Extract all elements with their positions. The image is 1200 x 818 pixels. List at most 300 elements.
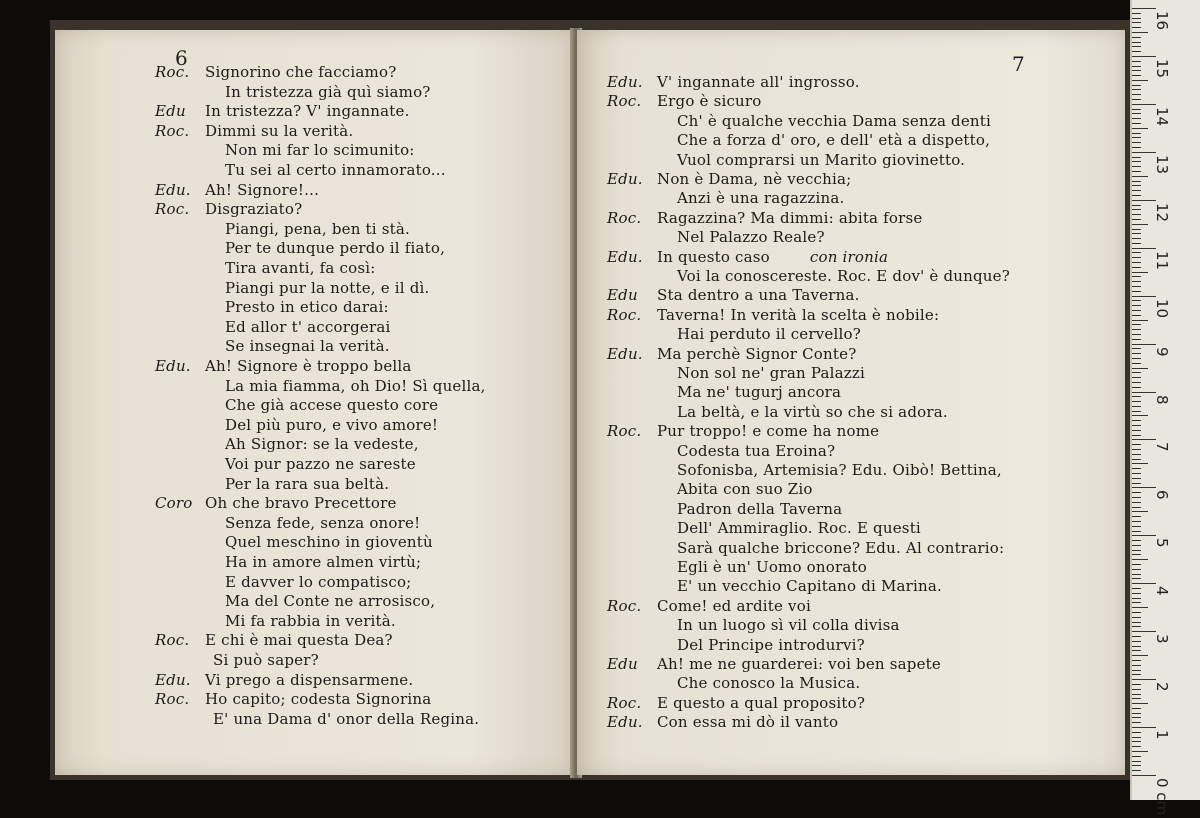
- ruler-tick: [1132, 281, 1141, 282]
- verse-text: Codesta tua Eroina?: [677, 441, 836, 460]
- verse-text: Abita con suo Zio: [677, 480, 813, 499]
- ruler-tick: [1132, 741, 1141, 742]
- verse-text: Ho capito; codesta Signorina: [205, 690, 432, 709]
- ruler-tick: [1132, 181, 1141, 182]
- verse-line: [225, 573, 411, 592]
- verse-line: [677, 403, 948, 422]
- ruler-tick: [1132, 574, 1141, 575]
- ruler-tick: [1132, 708, 1141, 709]
- verse-text: Non è Dama, nè vecchia;: [657, 170, 852, 188]
- ruler-number: 10: [1153, 298, 1171, 318]
- ruler-tick: [1132, 22, 1141, 23]
- ruler-tick: [1132, 85, 1141, 86]
- ruler-tick: [1132, 118, 1141, 119]
- verse-line: [213, 651, 319, 670]
- verse-line: [607, 345, 856, 364]
- verse-line: [677, 442, 835, 461]
- verse-line: [677, 500, 842, 519]
- ruler-tick: [1132, 521, 1141, 522]
- verse-line: [607, 422, 879, 441]
- ruler-tick: [1132, 56, 1156, 57]
- verse-line: [677, 131, 990, 150]
- ruler-tick: [1132, 42, 1141, 43]
- verse-text: In un luogo sì vil colla divisa: [677, 616, 900, 635]
- ruler-tick: [1132, 61, 1141, 62]
- verse-line: [607, 73, 860, 92]
- ruler-number: 2: [1153, 682, 1171, 692]
- ruler-tick: [1132, 617, 1141, 618]
- ruler-tick: [1132, 334, 1141, 335]
- verse-text: Dimmi su la verità.: [205, 121, 354, 140]
- verse-text: Sofonisba, Artemisia? Edu. Oibò! Bettina,: [677, 461, 1002, 479]
- verse-line: [677, 674, 860, 693]
- ruler-tick: [1132, 133, 1141, 134]
- verse-text: La mia fiamma, oh Dio! Sì quella,: [225, 376, 486, 395]
- ruler-tick: [1132, 18, 1141, 19]
- page-number: 7: [1012, 52, 1025, 76]
- verse-line: [607, 209, 923, 228]
- verse-text: Ah! Signore!...: [205, 180, 320, 199]
- verse-line: [225, 592, 435, 611]
- ruler-tick: [1132, 449, 1141, 450]
- verse-text: E chi è mai questa Dea?: [205, 631, 393, 650]
- ruler-tick: [1132, 531, 1141, 532]
- verse-line: [213, 710, 479, 729]
- ruler-tick: [1132, 502, 1141, 503]
- verse-line: [225, 612, 396, 631]
- verse-line: [677, 228, 825, 247]
- speaker-label: Roc.: [607, 596, 642, 615]
- ruler-tick: [1132, 641, 1141, 642]
- ruler-tick: [1132, 439, 1156, 440]
- ruler-tick: [1132, 51, 1141, 52]
- verse-line: [607, 286, 860, 305]
- ruler-tick: [1132, 435, 1141, 436]
- speaker-label: Edu: [607, 655, 638, 673]
- verse-line: [607, 306, 939, 325]
- verse-text: E questo a qual proposito?: [657, 693, 866, 712]
- verse-text: Pur troppo! e come ha nome: [657, 422, 880, 441]
- verse-text: Dell' Ammiraglio. Roc. E questi: [677, 519, 921, 538]
- ruler-tick: [1132, 152, 1156, 153]
- ruler-tick: [1132, 761, 1141, 762]
- ruler-tick: [1132, 468, 1141, 469]
- ruler-tick: [1132, 775, 1156, 776]
- speaker-label: Roc.: [607, 693, 642, 712]
- ruler-number: 9: [1153, 346, 1171, 357]
- verse-line: [225, 514, 420, 533]
- verse-line: [677, 267, 1010, 286]
- ruler-tick: [1132, 684, 1141, 685]
- verse-text: Se insegnai la verità.: [225, 337, 390, 356]
- ruler-tick: [1132, 300, 1141, 301]
- verse-text: Hai perduto il cervello?: [677, 325, 861, 344]
- ruler-tick: [1132, 473, 1141, 474]
- ruler-tick: [1132, 272, 1148, 273]
- verse-text: In tristezza già quì siamo?: [225, 82, 431, 101]
- ruler-tick: [1132, 516, 1141, 517]
- verse-text: Vi prego a dispensarmene.: [205, 670, 414, 689]
- verse-text: Vuol comprarsi un Marito giovinetto.: [677, 150, 966, 169]
- verse-line: [225, 239, 445, 258]
- ruler-tick: [1132, 694, 1141, 695]
- ruler-tick: [1132, 358, 1141, 359]
- speaker-label: Roc.: [155, 121, 190, 140]
- ruler-tick: [1132, 540, 1141, 541]
- ruler-tick: [1132, 305, 1141, 306]
- ruler-tick: [1132, 238, 1141, 239]
- verse-text: E davver lo compatisco;: [225, 572, 412, 591]
- ruler-tick: [1132, 722, 1141, 723]
- verse-line: [225, 396, 438, 415]
- ruler-tick: [1132, 262, 1141, 263]
- verse-text: Signorino che facciamo?: [205, 63, 397, 81]
- verse-line: [225, 298, 389, 317]
- ruler-tick: [1132, 377, 1141, 378]
- ruler-tick: [1132, 214, 1141, 215]
- verse-text: In questo caso: [657, 247, 770, 266]
- ruler-tick: [1132, 578, 1141, 579]
- ruler-tick: [1132, 679, 1156, 680]
- ruler-tick: [1132, 770, 1141, 771]
- ruler-tick: [1132, 674, 1141, 675]
- ruler-tick: [1132, 583, 1156, 584]
- ruler-tick: [1132, 507, 1141, 508]
- speaker-label: Roc.: [607, 92, 642, 111]
- verse-text: Sarà qualche briccone? Edu. Al contrario:: [677, 538, 1005, 557]
- verse-line: [155, 671, 413, 690]
- verse-text: Quel meschino in gioventù: [225, 533, 433, 552]
- ruler-number: 13: [1153, 154, 1171, 174]
- verse-text: Si può saper?: [213, 651, 319, 669]
- verse-text: Ergo è sicuro: [657, 92, 762, 111]
- ruler-tick: [1132, 401, 1141, 402]
- verse-text: Presto in etico darai:: [225, 298, 389, 317]
- ruler-tick: [1132, 665, 1141, 666]
- verse-line: [677, 577, 942, 596]
- ruler-tick: [1132, 550, 1141, 551]
- verse-text: Disgraziato?: [205, 200, 303, 219]
- ruler-tick: [1132, 602, 1141, 603]
- verse-line: [677, 616, 900, 635]
- verse-line: [677, 364, 865, 383]
- ruler-tick: [1132, 161, 1141, 162]
- ruler-tick: [1132, 751, 1148, 752]
- speaker-label: Coro: [155, 494, 193, 513]
- ruler-tick: [1132, 670, 1141, 671]
- ruler-tick: [1132, 243, 1141, 244]
- ruler-tick: [1132, 650, 1141, 651]
- verse-line: [607, 170, 851, 189]
- ruler-tick: [1132, 717, 1141, 718]
- ruler-tick: [1132, 324, 1141, 325]
- ruler-tick: [1132, 137, 1141, 138]
- verse-line: [677, 151, 965, 170]
- verse-text: Non sol ne' gran Palazzi: [677, 364, 865, 382]
- ruler-number: 3: [1153, 634, 1171, 644]
- ruler-tick: [1132, 80, 1148, 81]
- ruler-tick: [1132, 320, 1148, 321]
- ruler-tick: [1132, 444, 1141, 445]
- verse-text: Egli è un' Uomo onorato: [677, 558, 867, 576]
- ruler-tick: [1132, 492, 1141, 493]
- ruler-tick: [1132, 296, 1156, 297]
- ruler-tick: [1132, 267, 1141, 268]
- ruler-tick: [1132, 224, 1148, 225]
- ruler-number: 4: [1153, 586, 1171, 596]
- ruler-tick: [1132, 713, 1141, 714]
- verse-text: Piangi, pena, ben ti stà.: [225, 219, 410, 238]
- ruler-tick: [1132, 209, 1141, 210]
- ruler-tick: [1132, 607, 1148, 608]
- ruler-tick: [1132, 612, 1141, 613]
- verse-line: [607, 597, 811, 616]
- ruler-tick: [1132, 593, 1141, 594]
- ruler-tick: [1132, 420, 1141, 421]
- ruler-tick: [1132, 622, 1141, 623]
- ruler-tick: [1132, 526, 1141, 527]
- verse-line: [155, 690, 431, 709]
- speaker-label: Roc.: [607, 208, 642, 227]
- verse-line: [607, 713, 838, 732]
- ruler-tick: [1132, 478, 1141, 479]
- ruler-tick: [1132, 392, 1156, 393]
- verse-line: [155, 181, 319, 200]
- ruler-tick: [1132, 176, 1148, 177]
- ruler-tick: [1132, 32, 1148, 33]
- ruler-tick: [1132, 205, 1141, 206]
- verse-line: [225, 337, 390, 356]
- ruler-tick: [1132, 415, 1148, 416]
- ruler-tick: [1132, 94, 1141, 95]
- ruler-tick: [1132, 459, 1141, 460]
- verse-text: Taverna! In verità la scelta è nobile:: [657, 305, 940, 324]
- ruler-tick: [1132, 646, 1141, 647]
- speaker-label: Edu.: [155, 670, 191, 689]
- verse-text: Ragazzina? Ma dimmi: abita forse: [657, 208, 923, 227]
- verse-text: Ah Signor: se la vedeste,: [225, 435, 419, 454]
- verse-line: [155, 494, 397, 513]
- verse-line: [225, 553, 421, 572]
- speaker-label: Roc.: [607, 422, 642, 441]
- verse-line: [225, 279, 430, 298]
- verse-line: [225, 141, 415, 160]
- verse-line: [677, 558, 867, 577]
- verse-line: [607, 655, 941, 674]
- ruler-tick: [1132, 70, 1141, 71]
- ruler-tick: [1132, 315, 1141, 316]
- verse-text: Che a forza d' oro, e dell' età a dispetto,: [677, 131, 991, 150]
- verse-text: Ch' è qualche vecchia Dama senza denti: [677, 111, 992, 130]
- ruler-tick: [1132, 569, 1141, 570]
- verse-line: [677, 636, 865, 655]
- measuring-ruler: [1130, 0, 1200, 816]
- verse-text: Ah! Signore è troppo bella: [205, 357, 412, 375]
- verse-line: [225, 83, 431, 102]
- ruler-tick: [1132, 171, 1141, 172]
- verse-line: [677, 383, 841, 402]
- ruler-number: 5: [1153, 538, 1171, 548]
- ruler-tick: [1132, 425, 1141, 426]
- speaker-label: Edu: [155, 102, 186, 121]
- ruler-number: 0 cm: [1153, 778, 1171, 816]
- ruler-tick: [1132, 353, 1141, 354]
- speaker-label: Edu.: [607, 247, 643, 266]
- verse-text: Voi pur pazzo ne sareste: [225, 455, 416, 473]
- ruler-tick: [1132, 113, 1141, 114]
- ruler-tick: [1132, 123, 1141, 124]
- verse-line: [225, 161, 446, 180]
- ruler-tick: [1132, 588, 1141, 589]
- ruler-tick: [1132, 257, 1141, 258]
- speaker-label: Roc.: [155, 690, 190, 709]
- ruler-tick: [1132, 75, 1141, 76]
- speaker-label: Roc.: [155, 200, 190, 219]
- verse-line: [155, 200, 302, 219]
- verse-text: Del più puro, e vivo amore!: [225, 415, 439, 434]
- ruler-tick: [1132, 559, 1148, 560]
- verse-text: Per la rara sua beltà.: [225, 474, 390, 493]
- ruler-tick: [1132, 291, 1141, 292]
- ruler-tick: [1132, 636, 1141, 637]
- verse-line: [677, 480, 813, 499]
- verse-text: Tu sei al certo innamorato...: [225, 161, 446, 179]
- ruler-tick: [1132, 344, 1156, 345]
- ruler-tick: [1132, 430, 1141, 431]
- ruler-tick: [1132, 286, 1141, 287]
- verse-text: Sta dentro a una Taverna.: [657, 286, 860, 305]
- verse-line: [225, 435, 419, 454]
- ruler-tick: [1132, 631, 1156, 632]
- verse-line: [155, 631, 393, 650]
- verse-line: [225, 416, 438, 435]
- ruler-tick: [1132, 727, 1156, 728]
- ruler-tick: [1132, 276, 1141, 277]
- ruler-tick: [1132, 99, 1141, 100]
- ruler-tick: [1132, 535, 1156, 536]
- ruler-number: 16: [1153, 11, 1171, 31]
- verse-line: [677, 112, 991, 131]
- ruler-tick: [1132, 598, 1141, 599]
- ruler-tick: [1132, 483, 1141, 484]
- ruler-tick: [1132, 363, 1141, 364]
- ruler-tick: [1132, 564, 1141, 565]
- verse-line: [225, 220, 410, 239]
- speaker-label: Edu.: [155, 180, 191, 199]
- ruler-tick: [1132, 66, 1141, 67]
- verse-text: Ah! me ne guarderei: voi ben sapete: [657, 655, 941, 673]
- ruler-number: 6: [1153, 490, 1171, 500]
- ruler-tick: [1132, 554, 1141, 555]
- ruler-tick: [1132, 219, 1141, 220]
- verse-text: Mi fa rabbia in verità.: [225, 611, 396, 630]
- verse-line: [155, 357, 412, 376]
- verse-text: Anzi è una ragazzina.: [677, 189, 845, 208]
- verse-line: [607, 248, 888, 267]
- ruler-tick: [1132, 104, 1156, 105]
- verse-text: Per te dunque perdo il fiato,: [225, 239, 446, 258]
- ruler-tick: [1132, 545, 1141, 546]
- ruler-tick: [1132, 732, 1141, 733]
- verse-text: Oh che bravo Precettore: [205, 494, 397, 513]
- speaker-label: Edu.: [155, 357, 191, 375]
- ruler-number: 1: [1153, 730, 1171, 740]
- ruler-tick: [1132, 200, 1156, 201]
- ruler-tick: [1132, 655, 1148, 656]
- ruler-tick: [1132, 339, 1141, 340]
- verse-line: [155, 63, 396, 82]
- verse-text: E' un vecchio Capitano di Marina.: [677, 577, 942, 596]
- verse-text: In tristezza? V' ingannate.: [205, 102, 410, 121]
- ruler-number: 7: [1153, 442, 1171, 452]
- ruler-number: 14: [1153, 106, 1171, 126]
- open-book: [50, 20, 1130, 780]
- ruler-tick: [1132, 109, 1141, 110]
- ruler-tick: [1132, 8, 1156, 9]
- speaker-label: Edu.: [607, 73, 643, 91]
- verse-line: [677, 519, 921, 538]
- ruler-tick: [1132, 190, 1141, 191]
- ruler-tick: [1132, 46, 1141, 47]
- ruler-tick: [1132, 396, 1141, 397]
- verse-text: Tira avanti, fa così:: [225, 259, 376, 277]
- verse-text: Senza fede, senza onore!: [225, 513, 421, 532]
- verse-text: Con essa mi dò il vanto: [657, 713, 839, 732]
- speaker-label: Roc.: [155, 63, 190, 81]
- verse-text: Ma ne' tugurj ancora: [677, 383, 842, 402]
- ruler-tick: [1132, 660, 1141, 661]
- ruler-tick: [1132, 89, 1141, 90]
- ruler-tick: [1132, 27, 1141, 28]
- verse-text: Come! ed ardite voi: [657, 596, 811, 615]
- stage-direction: con ironia: [809, 247, 889, 266]
- verse-text: Nel Palazzo Reale?: [677, 228, 825, 247]
- ruler-tick: [1132, 248, 1156, 249]
- ruler-tick: [1132, 698, 1141, 699]
- ruler-tick: [1132, 406, 1141, 407]
- verse-text: Ma del Conte ne arrosisco,: [225, 592, 436, 611]
- verse-line: [155, 122, 353, 141]
- speaker-label: Edu.: [607, 170, 643, 188]
- ruler-tick: [1132, 166, 1141, 167]
- verse-text: Piangi pur la notte, e il dì.: [225, 278, 430, 297]
- page-number: 6: [175, 46, 188, 70]
- verse-line: [225, 377, 486, 396]
- ruler-tick: [1132, 703, 1148, 704]
- verse-line: [225, 455, 416, 474]
- ruler-tick: [1132, 229, 1141, 230]
- ruler-tick: [1132, 689, 1141, 690]
- verse-line: [607, 92, 762, 111]
- ruler-tick: [1132, 746, 1141, 747]
- verse-text: E' una Dama d' onor della Regina.: [213, 709, 480, 728]
- verse-text: Ma perchè Signor Conte?: [657, 344, 857, 363]
- verse-line: [677, 189, 844, 208]
- ruler-tick: [1132, 252, 1141, 253]
- verse-text: V' ingannate all' ingrosso.: [657, 73, 860, 91]
- ruler-tick: [1132, 348, 1141, 349]
- verse-line: [155, 102, 410, 121]
- ruler-tick: [1132, 368, 1148, 369]
- ruler-tick: [1132, 511, 1148, 512]
- ruler-tick: [1132, 454, 1141, 455]
- verse-line: [677, 325, 861, 344]
- ruler-tick: [1132, 128, 1148, 129]
- speaker-label: Edu.: [607, 344, 643, 363]
- ruler-tick: [1132, 185, 1141, 186]
- ruler-tick: [1132, 157, 1141, 158]
- verse-line: [225, 318, 390, 337]
